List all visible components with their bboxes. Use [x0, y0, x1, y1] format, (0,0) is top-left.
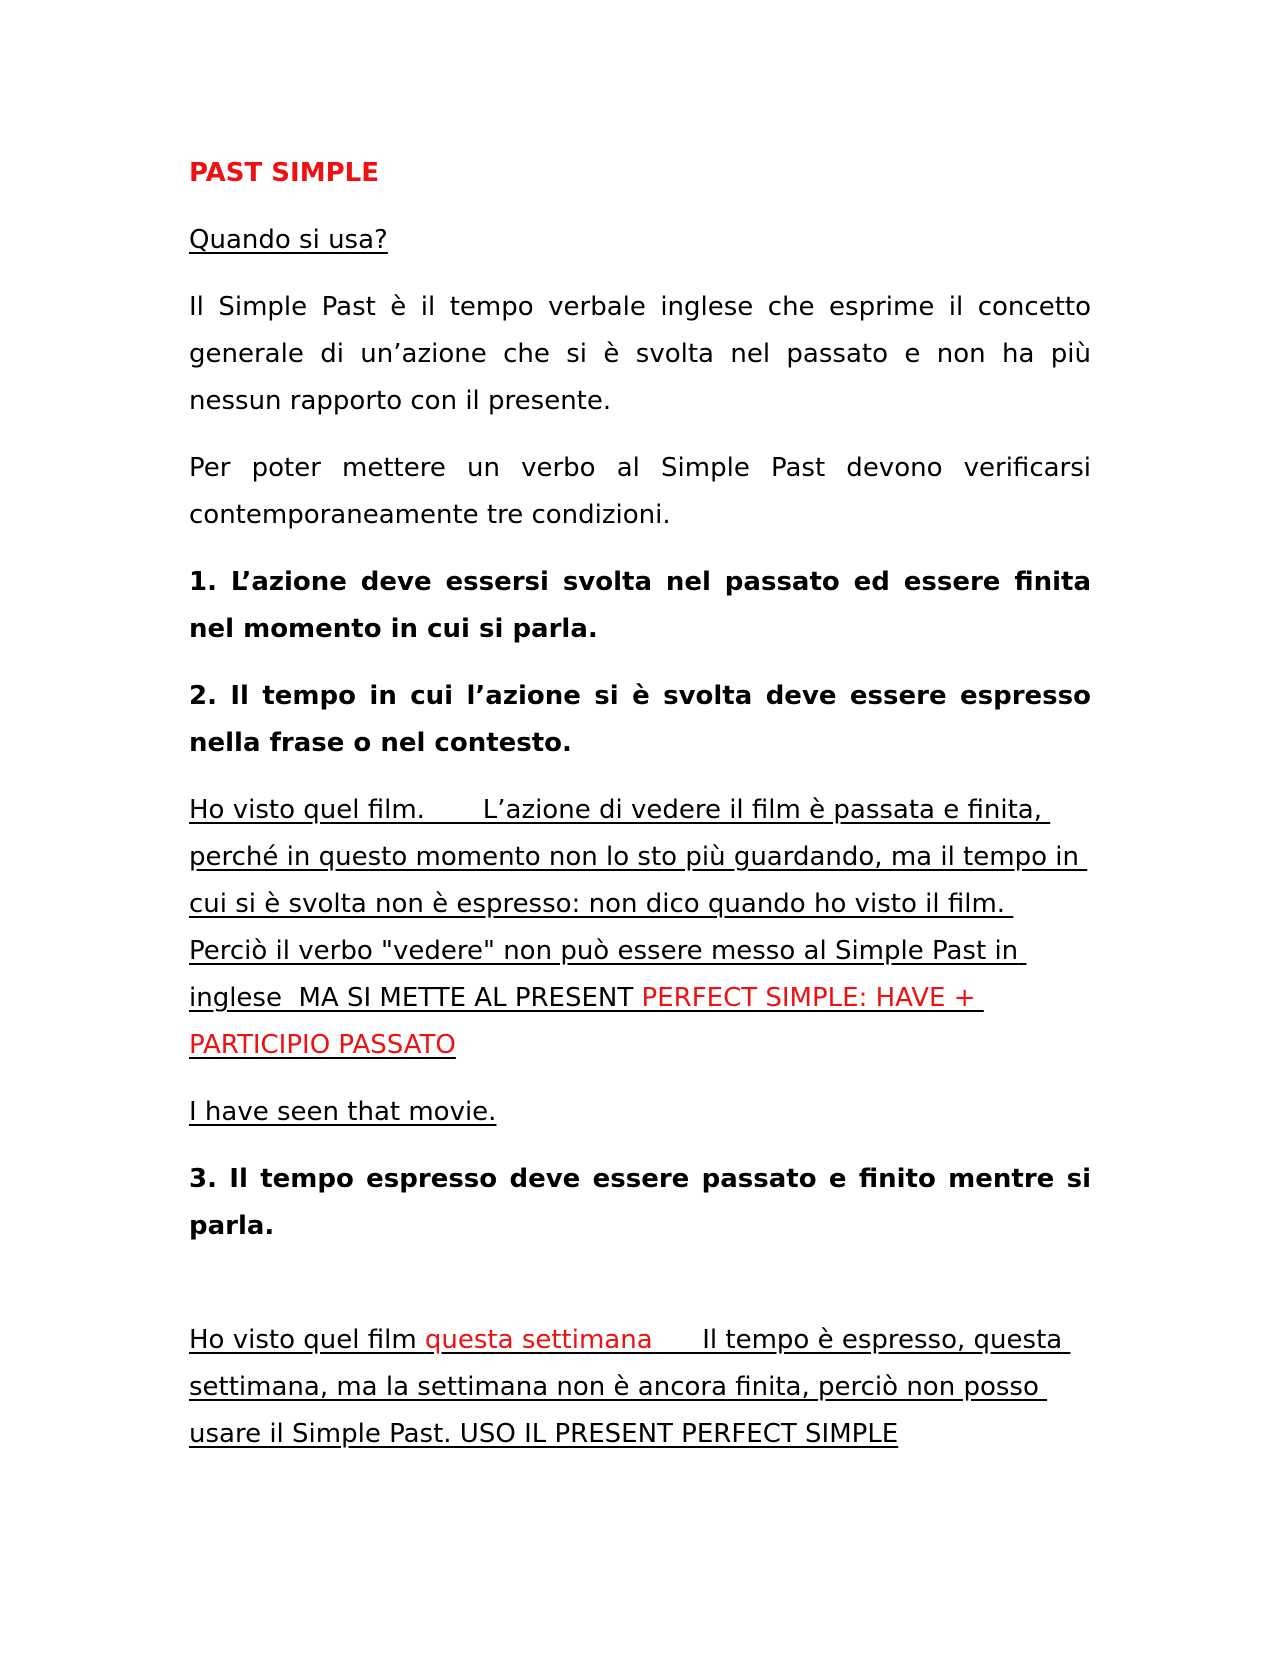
example-2-highlight: questa settimana — [424, 1325, 653, 1355]
example-1-paragraph — [189, 787, 1091, 1069]
document-page — [189, 150, 1091, 1478]
document-title: PAST SIMPLE — [189, 158, 379, 188]
condition-1: 1. L’azione deve essersi svolta nel passato ed essere finita nel momento in cui si parla. — [189, 567, 1091, 644]
intro-paragraph-2: Per poter mettere un verbo al Simple Past devono verificarsi contemporaneamente tre condizioni. — [189, 453, 1091, 530]
condition-2: 2. Il tempo in cui l’azione si è svolta deve essere espresso nella frase o nel contesto. — [189, 681, 1091, 758]
example-2-start: Ho visto quel film — [189, 1325, 425, 1355]
example-1-english: I have seen that movie. — [189, 1097, 497, 1127]
section-question: Quando si usa? — [189, 225, 388, 255]
example-1-text: Ho visto quel film. L’azione di vedere il film è passata e finita, perché in questo momento non lo sto più guardando, ma il tempo in cui si è svolta non è espresso: non dico quando ho visto il film. Perciò il verbo "vedere" non può essere messo al Simple Past in inglese MA SI METTE AL PRESENT — [189, 795, 1088, 1013]
example-2-paragraph — [189, 1317, 1091, 1458]
intro-paragraph-1: Il Simple Past è il tempo verbale inglese che esprime il concetto generale di un’azione che si è svolta nel passato e non ha più nessun rapporto con il presente. — [189, 292, 1091, 416]
example-2-rest: Il tempo è espresso, questa settimana, ma la settimana non è ancora finita, perciò non posso usare il Simple Past. USO IL PRESENT PERFECT SIMPLE — [189, 1325, 1071, 1449]
blank-line — [189, 1270, 1091, 1317]
condition-3: 3. Il tempo espresso deve essere passato e finito mentre si parla. — [189, 1164, 1091, 1241]
example-1-highlight: PERFECT SIMPLE: HAVE + PARTICIPIO PASSATO — [189, 983, 984, 1060]
